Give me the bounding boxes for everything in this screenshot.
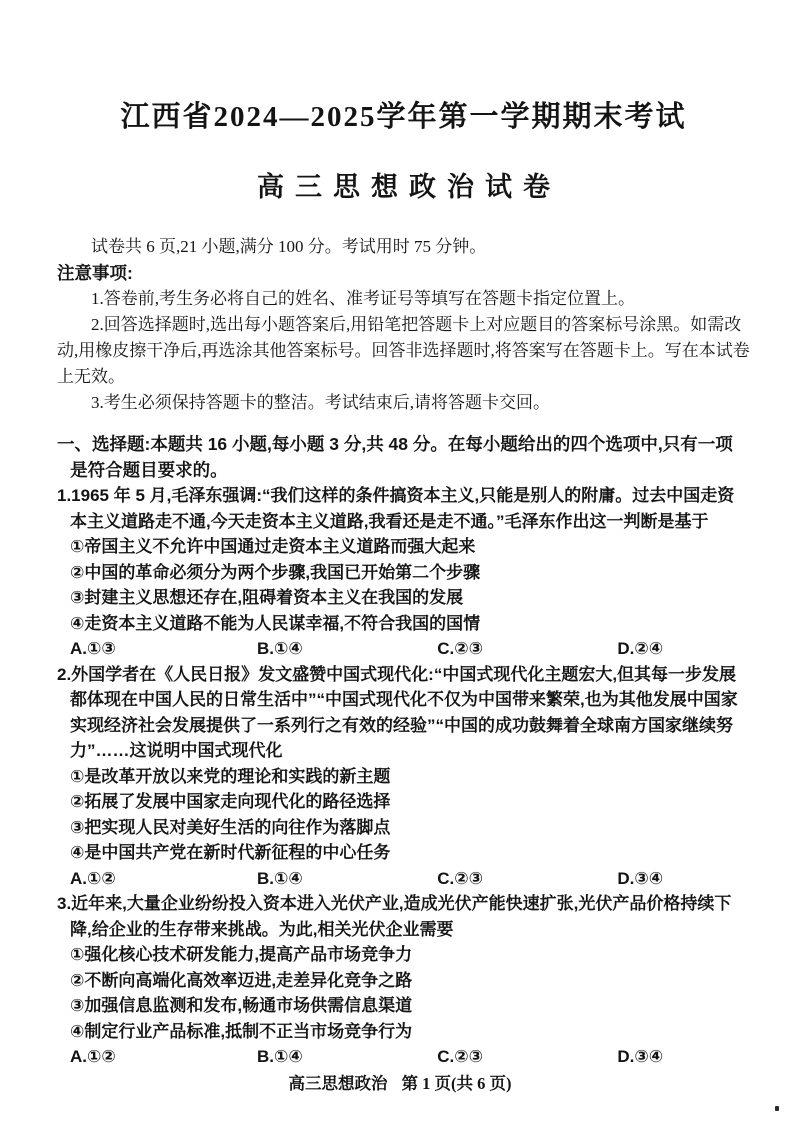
question-3 [57, 891, 750, 1070]
question-1-option-4: ④走资本主义道路不能为人民谋幸福,不符合我国的国情 [70, 613, 481, 633]
question-1-option-2: ②中国的革命必须分为两个步骤,我国已开始第二个步骤 [70, 562, 481, 582]
question-2-option-4: ④是中国共产党在新时代新征程的中心任务 [70, 843, 391, 862]
question-1-option-3: ③封建主义思想还存在,阻碍着资本主义在我国的发展 [70, 588, 464, 607]
question-1-choice-c: C.②③ [437, 639, 483, 658]
page-footer [0, 1070, 800, 1094]
section-title: 一、选择题:本题共 16 小题,每小题 3 分,共 48 分。在每小题给出的四个选项中,只有一项是符合题目要求的。 [57, 434, 733, 480]
notice-heading: 注意事项: [57, 263, 133, 283]
question-1 [57, 483, 750, 662]
question-3-choice-c: C.②③ [437, 1047, 483, 1066]
question-3-choice-a: A.①② [70, 1047, 116, 1066]
question-2-choice-d: D.③④ [617, 868, 664, 888]
exam-info: 试卷共 6 页,21 小题,满分 100 分。考试用时 75 分钟。 [91, 237, 487, 256]
question-3-stem: 3.近年来,大量企业纷纷投入资本进入光伏产业,造成光伏产能快速扩张,光伏产品价格持续下降,给企业的生存带来挑战。为此,相关光伏企业需要 [57, 894, 732, 939]
question-2-option-2: ②拓展了发展中国家走向现代化的路径选择 [70, 792, 391, 811]
notice-item-1: 1.答卷前,考生务必将自己的姓名、准考证号等填写在答题卡指定位置上。 [91, 289, 635, 308]
question-2 [57, 662, 750, 892]
notice-list [57, 286, 750, 416]
paper-title: 江西省2024—2025学年第一学期期末考试 [120, 101, 687, 133]
footer-course-name: 高三思想政治 [288, 1074, 388, 1093]
paper-subtitle: 高三思想政治试卷 [257, 172, 561, 202]
question-2-choice-b: B.①④ [257, 868, 303, 888]
question-2-choice-c: C.②③ [437, 868, 483, 888]
notice-item-2: 2.回答选择题时,选出每小题答案后,用铅笔把答题卡上对应题目的答案标号涂黑。如需改动,用橡皮擦干净后,再选涂其他答案标号。回答非选择题时,将答案写在答题卡上。写在本试卷上无效。 [57, 315, 750, 386]
question-3-choice-b: B.①④ [257, 1047, 303, 1066]
question-3-option-2: ②不断向高端化高效率迈进,走差异化竞争之路 [70, 970, 413, 990]
question-3-option-3: ③加强信息监测和发布,畅通市场供需信息渠道 [70, 996, 413, 1015]
question-2-option-3: ③把实现人民对美好生活的向往作为落脚点 [70, 817, 391, 837]
scan-speck [775, 1106, 779, 1111]
question-3-choices [57, 1044, 750, 1070]
footer-page-number: 第 1 页(共 6 页) [401, 1074, 512, 1093]
question-1-choices [57, 636, 750, 662]
question-2-choices [57, 866, 750, 892]
notice-item-3: 3.考生必须保持答题卡的整洁。考试结束后,请将答题卡交回。 [91, 393, 550, 412]
question-1-choice-a: A.①③ [70, 639, 116, 658]
question-1-choice-d: D.②④ [617, 639, 664, 658]
question-3-choice-d: D.③④ [617, 1047, 664, 1066]
question-2-stem: 2.外国学者在《人民日报》发文盛赞中国式现代化:“中国式现代化主题宏大,但其每一步发展都体现在中国人民的日常生活中”“中国式现代化不仅为中国带来繁荣,也为其他发展中国家实现经济社会发展提供了一系列行之有效的经验”“中国的成功鼓舞着全球南方国家继续努力”……这说明中国式现代化 [57, 664, 738, 760]
question-2-option-1: ①是改革开放以来党的理论和实践的新主题 [70, 766, 391, 786]
question-1-stem: 1.1965 年 5 月,毛泽东强调:“我们这样的条件搞资本主义,只能是别人的附庸。过去中国走资本主义道路走不通,今天走资本主义道路,我看还是走不通。”毛泽东作出这一判断是基于 [57, 486, 735, 531]
question-3-option-4: ④制定行业产品标准,抵制不正当市场竞争行为 [70, 1021, 413, 1041]
question-1-option-1: ①帝国主义不允许中国通过走资本主义道路而强大起来 [70, 537, 476, 556]
question-1-choice-b: B.①④ [257, 639, 303, 658]
question-2-choice-a: A.①② [70, 868, 116, 888]
question-3-option-1: ①强化核心技术研发能力,提高产品市场竞争力 [70, 945, 413, 964]
